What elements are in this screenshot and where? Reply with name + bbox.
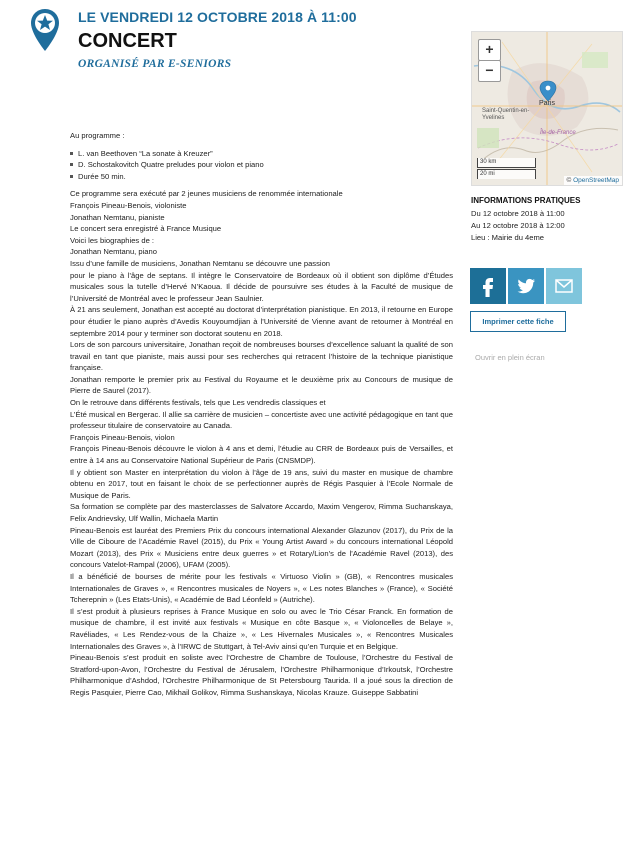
- jonathan-bio-paragraph: L’Été musical en Bergerac. Il allie sa carrière de musicien – concertiste avec une activité pédagogique en tant que professeur titulaire de conservatoire au Canada.: [70, 409, 453, 431]
- performer-violinist: François Pineau-Benois, violoniste: [70, 200, 187, 210]
- zoom-out-button[interactable]: −: [478, 60, 501, 82]
- francois-bio-paragraph: Pineau-Benois est lauréat des Premiers Prix du concours international Alexander Glazunov (2017), du Prix de la Ville de Ciboure de l’Académie Ravel (2015), du Prix « Young Artist Award » du concours international Léopold Mozart (2013), des Prix « Musiciens entre deux guerres » et Rotary/Lion’s de l’Académie Ravel (2013), des concours Vatelot-Rampal (2006), UFAM (2005).: [70, 525, 453, 570]
- program-list: [70, 148, 453, 183]
- location-pin-icon: [30, 8, 60, 52]
- map-scale-km: 30 km: [477, 158, 536, 168]
- facebook-icon: [470, 268, 506, 304]
- program-item: L. van Beethoven “La sonate à Kreuzer”: [70, 148, 453, 160]
- jonathan-bio-paragraph: Jonathan remporte le premier prix au Festival du Royaume et le deuxième prix au Concours de musique de Pierre de Saurel (2017).: [70, 374, 453, 396]
- program-heading: Au programme :: [70, 131, 125, 140]
- map-label-saint-quentin: Saint-Quentin-en-Yvelines: [482, 108, 530, 121]
- performers-intro: Ce programme sera exécuté par 2 jeunes musiciens de renommée internationale: [70, 189, 343, 199]
- bios-heading: Voici les biographies de :: [70, 235, 155, 245]
- francois-heading: François Pineau-Benois, violon: [70, 432, 175, 442]
- event-title: CONCERT: [78, 30, 177, 52]
- recording-note: Le concert sera enregistré à France Musique: [70, 224, 222, 234]
- francois-bio-paragraph: Sa formation se complète par des masterclasses de Salvatore Accardo, Maxim Vengerov, Rimma Suchanskaya, Felix Andrievsky, Ulf Wallin, Michaela Martin: [70, 502, 453, 523]
- jonathan-heading: Jonathan Nemtanu, piano: [70, 247, 157, 257]
- twitter-icon: [508, 268, 544, 304]
- info-end: Au 12 octobre 2018 à 12:00: [471, 221, 565, 230]
- francois-bio-paragraph: Il s’est produit à plusieurs reprises à France Musique en solo ou avec le Trio César Franck. En formation de musique de chambre, il est invité aux festivals « Musique en côte Basque », « Violoncelles de Belaye », Ravéliades, « Les Rendez-vous de la Chaize », « Les Hivernales Musicales », « Rencontres Musicales Internationales des Graves », à l’IRWC de Stuttgart, à Tel-Aviv ainsi qu’en Turquie et en Belgique.: [70, 606, 453, 651]
- map-attribution: [564, 176, 623, 185]
- event-organizer: ORGANISÉ PAR E-SENIORS: [78, 58, 232, 70]
- program-item: D. Schostakovitch Quatre preludes pour violon et piano: [70, 159, 453, 171]
- map-label-region: Île-de-France: [540, 130, 576, 136]
- event-date: LE VENDREDI 12 OCTOBRE 2018 À 11:00: [78, 9, 357, 25]
- zoom-in-button[interactable]: +: [478, 39, 501, 61]
- jonathan-bio-line: Issu d’une famille de musiciens, Jonathan Nemtanu se découvre une passion: [70, 258, 331, 268]
- fullscreen-link[interactable]: Ouvrir en plein écran: [475, 353, 545, 362]
- openstreetmap-link[interactable]: OpenStreetMap: [573, 177, 619, 184]
- facebook-share-button[interactable]: [470, 268, 506, 304]
- francois-bio-paragraph: Il y obtient son Master en interprétation du violon à l’âge de 19 ans, suivi du master en musique de chambre obtenu en 2017, tout en faisant le choix de se perfectionner auprès de Régis Pasquier à l’Ecole Normale de Musique de Paris.: [70, 467, 453, 500]
- info-heading: INFORMATIONS PRATIQUES: [471, 196, 581, 205]
- email-share-button[interactable]: [546, 268, 582, 304]
- info-place: Lieu : Mairie du 4eme: [471, 233, 545, 242]
- francois-bio-paragraph: François Pineau-Benois découvre le violon à 4 ans et demi, l’étudie au CRR de Bordeaux puis de Versailles, et entre à 14 ans au Conservatoire National Supérieur de Paris (CNSMDP).: [70, 444, 453, 466]
- map-scale-mi: 20 mi: [477, 169, 536, 179]
- location-map[interactable]: [471, 31, 623, 186]
- print-button[interactable]: Imprimer cette fiche: [470, 311, 566, 332]
- map-attribution-prefix: ©: [566, 177, 574, 184]
- jonathan-bio-paragraph: pour le piano à l’âge de septans. Il intègre le Conservatoire de Bordeaux où il obtient son diplôme d’Études musicales sous la tutelle d’Hervé N’Kaoua. Il décide de poursuivre ses études à la Faculté de musique de l’Université de Montréal avec le professeur Jean Saulnier.: [70, 270, 453, 303]
- jonathan-bio-paragraph: À 21 ans seulement, Jonathan est accepté au doctorat d’interprétation pianistique. En 2013, il retourne en Europe pour étudier le piano auprès d’Avedis Kouyoumdjian à l’Université de Vienne avant de retourner à Montréal en septembre 2014 pour y terminer son doctorat soutenu en 2018.: [70, 305, 453, 338]
- info-details: [471, 208, 565, 244]
- twitter-share-button[interactable]: [508, 268, 544, 304]
- performer-pianist: Jonathan Nemtanu, pianiste: [70, 212, 165, 222]
- program-item: Durée 50 min.: [70, 171, 453, 183]
- info-start: Du 12 octobre 2018 à 11:00: [471, 209, 565, 218]
- map-label-paris: Paris: [539, 100, 555, 107]
- event-description: [70, 130, 453, 699]
- jonathan-bio-paragraph: On le retrouve dans différents festivals, tels que Les vendredis classiques et: [70, 398, 326, 408]
- francois-bio-paragraph: Pineau-Benois s’est produit en soliste avec l’Orchestre de Chambre de Toulouse, l’Orchestre du Festival de Stratford-upon-Avon, l’Orchestre du Festival de Jérusalem, l’Orchestre Philharmonique d’Irkoutsk, l’Orchestre Philharmonique d’Ashdod, l’Orchestre Philharmonique de St Petersbourg Taurida. Il a joué sous la direction de Regis Pasquier, Pierre Cao, Mikhail Golikov, Rimma Sushanskaya, Nicolas Krauze. Guiseppe Sabbatini: [70, 653, 453, 697]
- jonathan-bio-paragraph: Lors de son parcours universitaire, Jonathan reçoit de nombreuses bourses d’excellence saluant la qualité de son travail en tant que pianiste, mais aussi pour ses recherches qui retracent l’histoire de la technique pianistique française.: [70, 340, 453, 373]
- envelope-icon: [546, 268, 582, 304]
- francois-bio-paragraph: Il a bénéficié de bourses de mérite pour les festivals « Virtuoso Violin » (GB), « Rencontres musicales Internationales de Graves », « Rencontres musicales de Noyers », « Les notes Blanches » (France), « Société Tcherepnin » (Les Etats-Unis), « Académie de Bad Léonfeld » (Autriche).: [70, 571, 453, 605]
